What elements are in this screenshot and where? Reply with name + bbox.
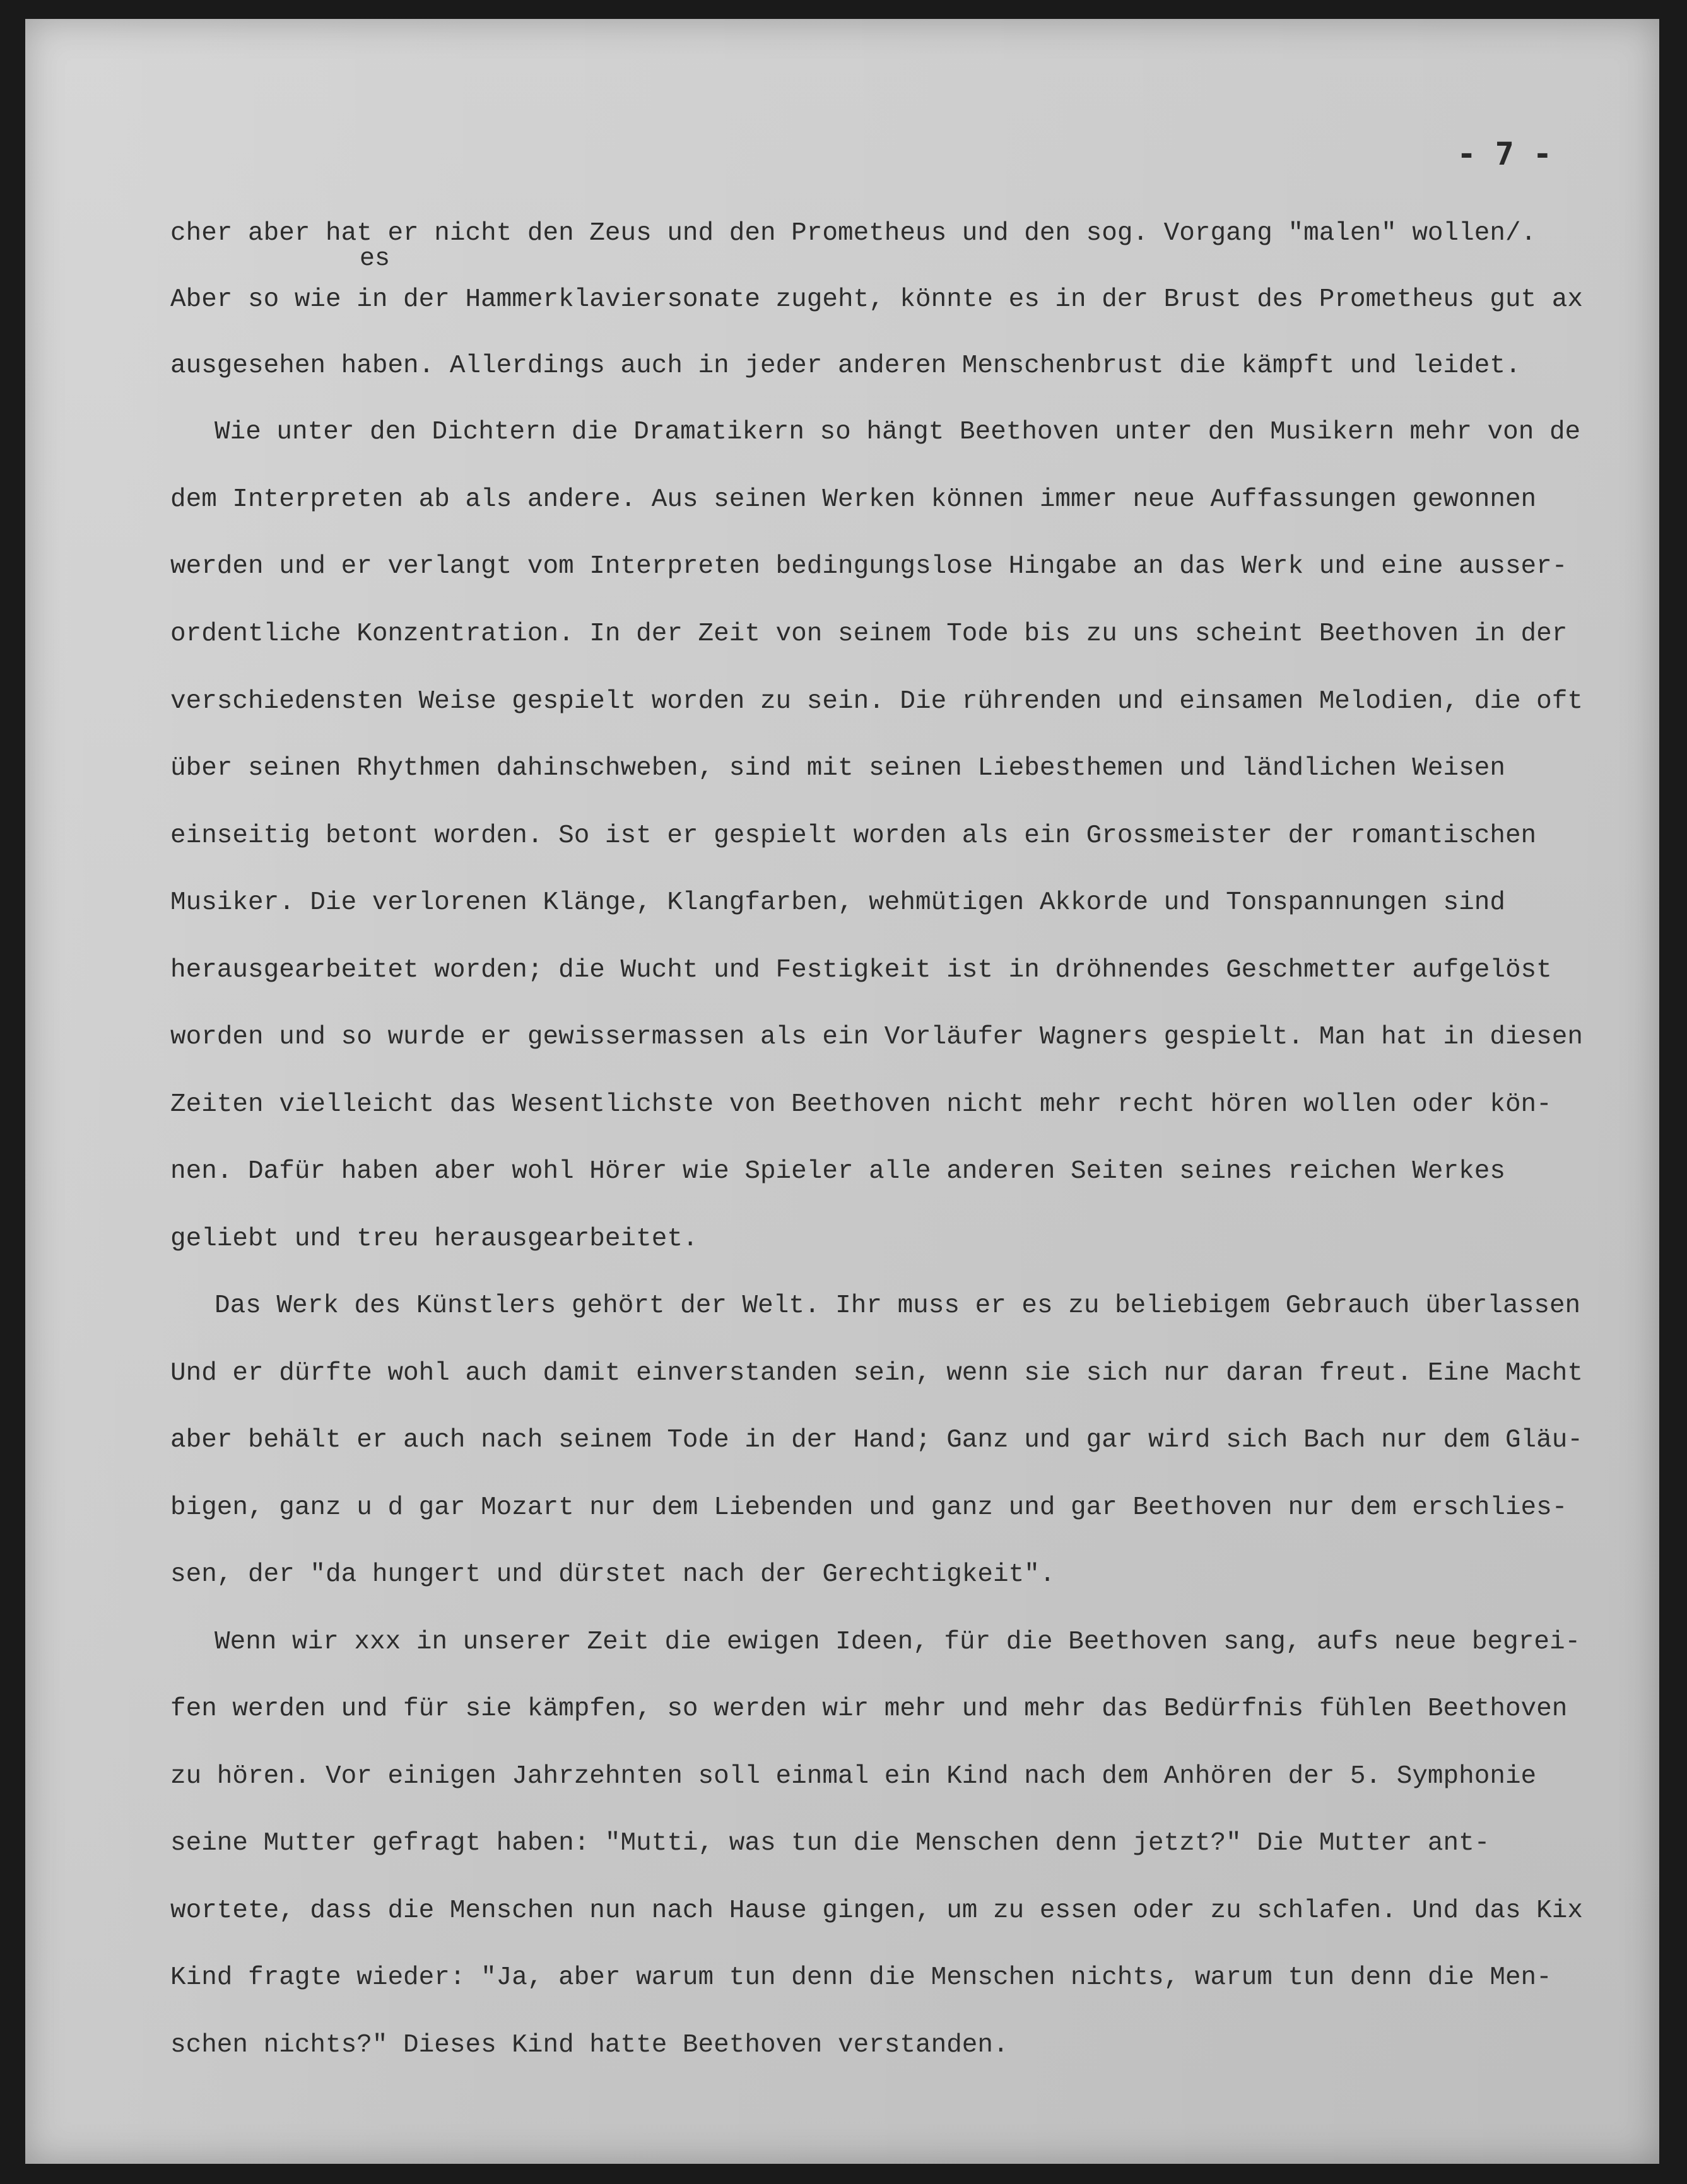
text-line: Wie unter den Dichtern die Dramatikern so hängt Beethoven unter den Musikern mehr von de xyxy=(215,418,1581,447)
text-line: Wenn wir xxx in unserer Zeit die ewigen Ideen, für die Beethoven sang, aufs neue begrei- xyxy=(215,1628,1581,1657)
text-line: wortete, dass die Menschen nun nach Hause gingen, um zu essen oder zu schlafen. Und das Kix xyxy=(170,1896,1583,1925)
text-line: schen nichts?" Dieses Kind hatte Beethoven verstanden. xyxy=(170,2031,1009,2060)
text-line: herausgearbeitet worden; die Wucht und Festigkeit ist in dröhnendes Geschmetter aufgelöst xyxy=(170,956,1552,985)
text-line: dem Interpreten ab als andere. Aus seinen Werken können immer neue Auffassungen gewonnen xyxy=(170,485,1537,514)
text-line: Zeiten vielleicht das Wesentlichste von Beethoven nicht mehr recht hören wollen oder kön- xyxy=(170,1090,1552,1119)
text-line: cher aber hat er nicht den Zeus und den Prometheus und den sog. Vorgang "malen" wollen/. xyxy=(170,219,1537,248)
text-line: geliebt und treu herausgearbeitet. xyxy=(170,1224,698,1253)
text-line: werden und er verlangt vom Interpreten bedingungslose Hingabe an das Werk und eine ausser- xyxy=(170,552,1568,581)
text-line: fen werden und für sie kämpfen, so werden wir mehr und mehr das Bedürfnis fühlen Beethoven xyxy=(170,1694,1568,1723)
text-line: ausgesehen haben. Allerdings auch in jeder anderen Menschenbrust die kämpft und leidet. xyxy=(170,351,1521,380)
text-line: nen. Dafür haben aber wohl Hörer wie Spieler alle anderen Seiten seines reichen Werkes xyxy=(170,1157,1505,1186)
text-line: Kind fragte wieder: "Ja, aber warum tun denn die Menschen nichts, warum tun denn die Men- xyxy=(170,1963,1552,1992)
text-line: worden und so wurde er gewissermassen als ein Vorläufer Wagners gespielt. Man hat in diesen xyxy=(170,1023,1583,1052)
text-line: Aber so wie in der Hammerklaviersonate zugeht, könnte es in der Brust des Prometheus gut ax xyxy=(170,285,1583,314)
text-line: sen, der "da hungert und dürstet nach der Gerechtigkeit". xyxy=(170,1560,1055,1589)
page-number: - 7 - xyxy=(1457,136,1552,172)
text-line: über seinen Rhythmen dahinschweben, sind mit seinen Liebesthemen und ländlichen Weisen xyxy=(170,754,1505,783)
typewritten-page xyxy=(25,19,1659,2164)
text-line: verschiedensten Weise gespielt worden zu sein. Die rührenden und einsamen Melodien, die oft xyxy=(170,687,1583,716)
text-line: Musiker. Die verlorenen Klänge, Klangfarben, wehmütigen Akkorde und Tonspannungen sind xyxy=(170,888,1505,917)
text-line: aber behält er auch nach seinem Tode in der Hand; Ganz und gar wird sich Bach nur dem Gläu- xyxy=(170,1426,1583,1455)
text-line: bigen, ganz u d gar Mozart nur dem Liebenden und ganz und gar Beethoven nur dem erschlies- xyxy=(170,1493,1568,1522)
text-line: zu hören. Vor einigen Jahrzehnten soll einmal ein Kind nach dem Anhören der 5. Symphonie xyxy=(170,1762,1537,1791)
interlinear-insertion: es xyxy=(360,245,391,273)
text-line: Und er dürfte wohl auch damit einverstanden sein, wenn sie sich nur daran freut. Eine Macht xyxy=(170,1359,1583,1388)
text-line: einseitig betont worden. So ist er gespielt worden als ein Grossmeister der romantischen xyxy=(170,821,1537,850)
text-line: ordentliche Konzentration. In der Zeit von seinem Tode bis zu uns scheint Beethoven in der xyxy=(170,619,1568,649)
text-line: seine Mutter gefragt haben: "Mutti, was tun die Menschen denn jetzt?" Die Mutter ant- xyxy=(170,1829,1490,1858)
text-line: Das Werk des Künstlers gehört der Welt. Ihr muss er es zu beliebigem Gebrauch überlassen xyxy=(215,1291,1581,1320)
